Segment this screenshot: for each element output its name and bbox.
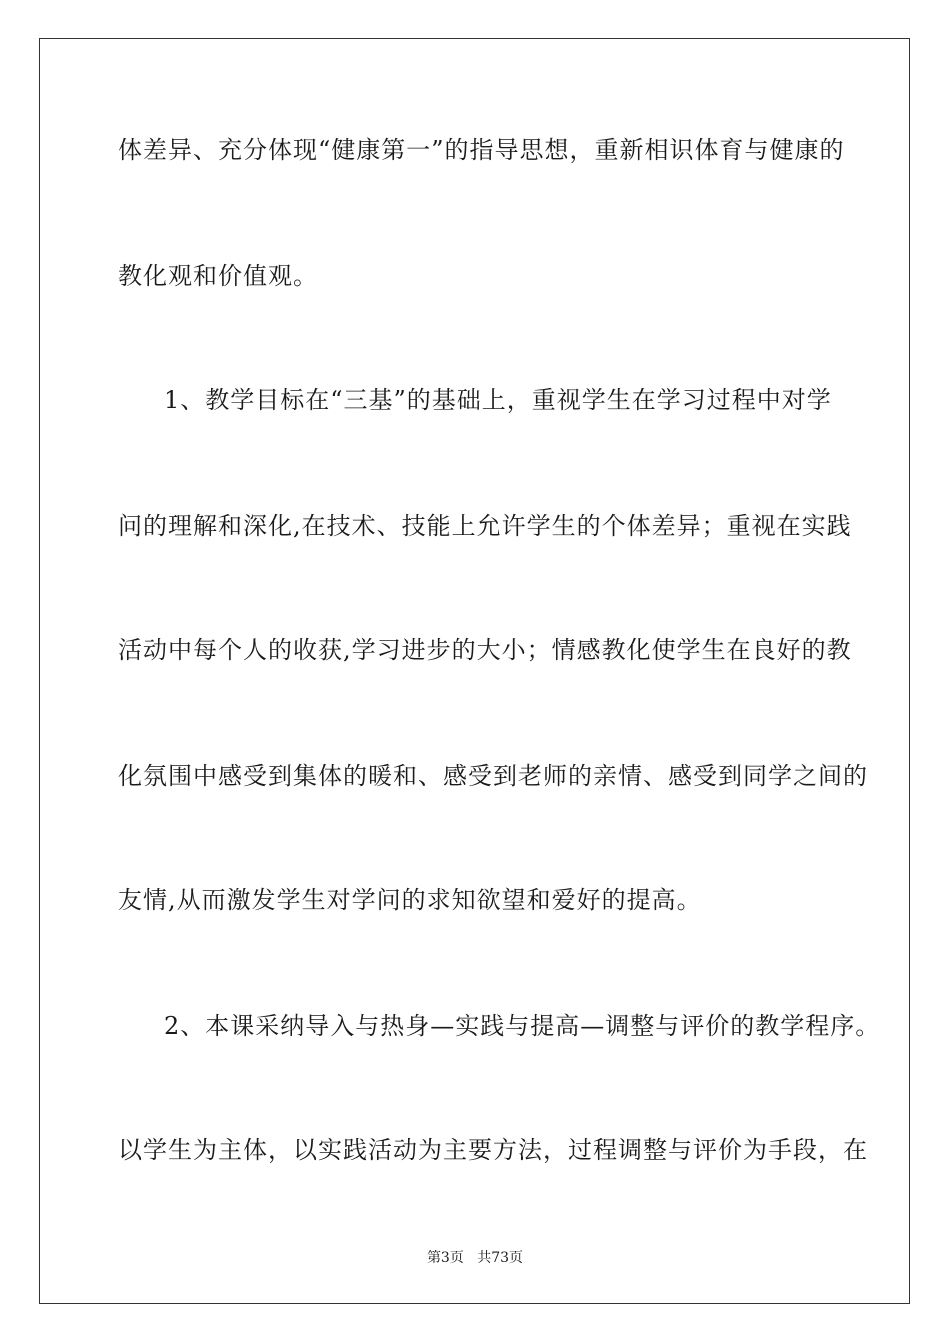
page-footer <box>0 1249 950 1267</box>
text-line-6: 化氛围中感受到集体的暖和、感受到老师的亲情、感受到同学之间的 <box>118 762 868 790</box>
text-line-7: 友情,从而激发学生对学问的求知欲望和爱好的提高。 <box>118 886 702 914</box>
paragraph-2-start: 2、本课采纳导入与热身—实践与提高—调整与评价的教学程序。 <box>164 1012 881 1040</box>
text-line-4: 问的理解和深化,在技术、技能上允许学生的个体差异；重视在实践 <box>118 512 852 540</box>
page-number: 第3页 <box>426 1250 464 1266</box>
text-line-9: 以学生为主体，以实践活动为主要方法，过程调整与评价为手段，在 <box>118 1136 868 1164</box>
text-line-2: 教化观和价值观。 <box>118 262 318 290</box>
text-line-1: 体差异、充分体现“健康第一”的指导思想，重新相识体育与健康的 <box>118 136 845 164</box>
text-line-5: 活动中每个人的收获,学习进步的大小；情感教化使学生在良好的教 <box>118 636 852 664</box>
paragraph-1-start: 1、教学目标在“三基”的基础上，重视学生在学习过程中对学 <box>164 386 832 414</box>
total-pages: 共73页 <box>477 1250 524 1266</box>
page-border <box>39 38 910 1304</box>
